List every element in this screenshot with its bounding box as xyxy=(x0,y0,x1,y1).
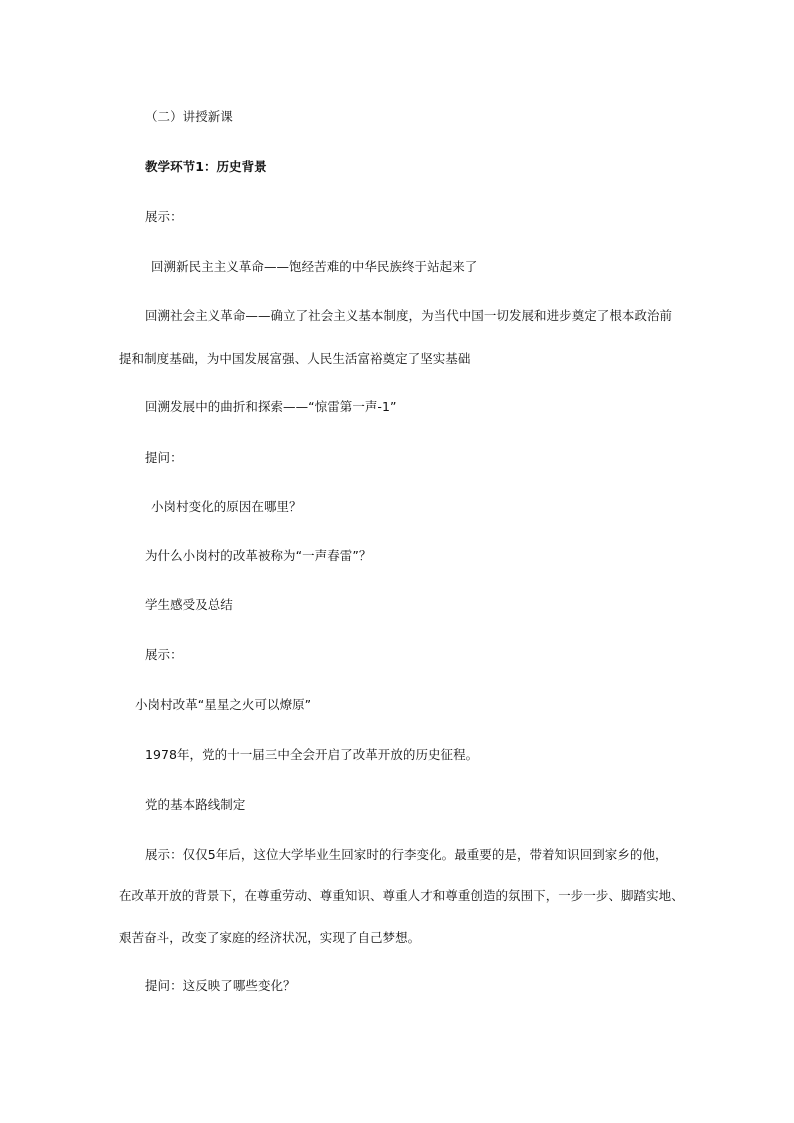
question-line: 小岗村变化的原因在哪里？ xyxy=(151,499,302,514)
paragraph-line: 展示：仅仅5年后，这位大学毕业生回家时的行李变化。最重要的是，带着知识回到家乡的他， xyxy=(145,847,668,862)
paragraph-line: 提和制度基础，为中国发展富强、人民生活富裕奠定了坚实基础 xyxy=(119,351,471,366)
paragraph-line: 回溯新民主主义革命——饱经苦难的中华民族终于站起来了 xyxy=(151,259,478,274)
paragraph-line: 在改革开放的背景下，在尊重劳动、尊重知识、尊重人才和尊重创造的氛围下，一步一步、脚踏实地、 xyxy=(119,888,684,903)
paragraph-line: 艰苦奋斗，改变了家庭的经济状况，实现了自己梦想。 xyxy=(119,930,421,945)
question-line: 为什么小岗村的改革被称为“一声春雷”？ xyxy=(145,548,372,563)
display-label: 展示： xyxy=(145,647,183,662)
paragraph-line: 1978年，党的十一届三中全会开启了改革开放的历史征程。 xyxy=(145,747,479,762)
teaching-step-heading: 教学环节1：历史背景 xyxy=(145,159,267,174)
paragraph-line: 回溯社会主义革命——确立了社会主义基本制度，为当代中国一切发展和进步奠定了根本政治前 xyxy=(145,308,673,323)
section-heading: （二）讲授新课 xyxy=(145,109,233,124)
question-label: 提问： xyxy=(145,450,183,465)
paragraph-line: 回溯发展中的曲折和探索——“惊雷第一声-1” xyxy=(145,399,397,414)
display-label: 展示： xyxy=(145,209,183,224)
paragraph-line: 党的基本路线制定 xyxy=(145,797,246,812)
paragraph-line: 小岗村改革“星星之火可以燎原” xyxy=(135,697,312,712)
paragraph-line: 学生感受及总结 xyxy=(145,597,233,612)
question-line: 提问：这反映了哪些变化？ xyxy=(145,978,296,993)
